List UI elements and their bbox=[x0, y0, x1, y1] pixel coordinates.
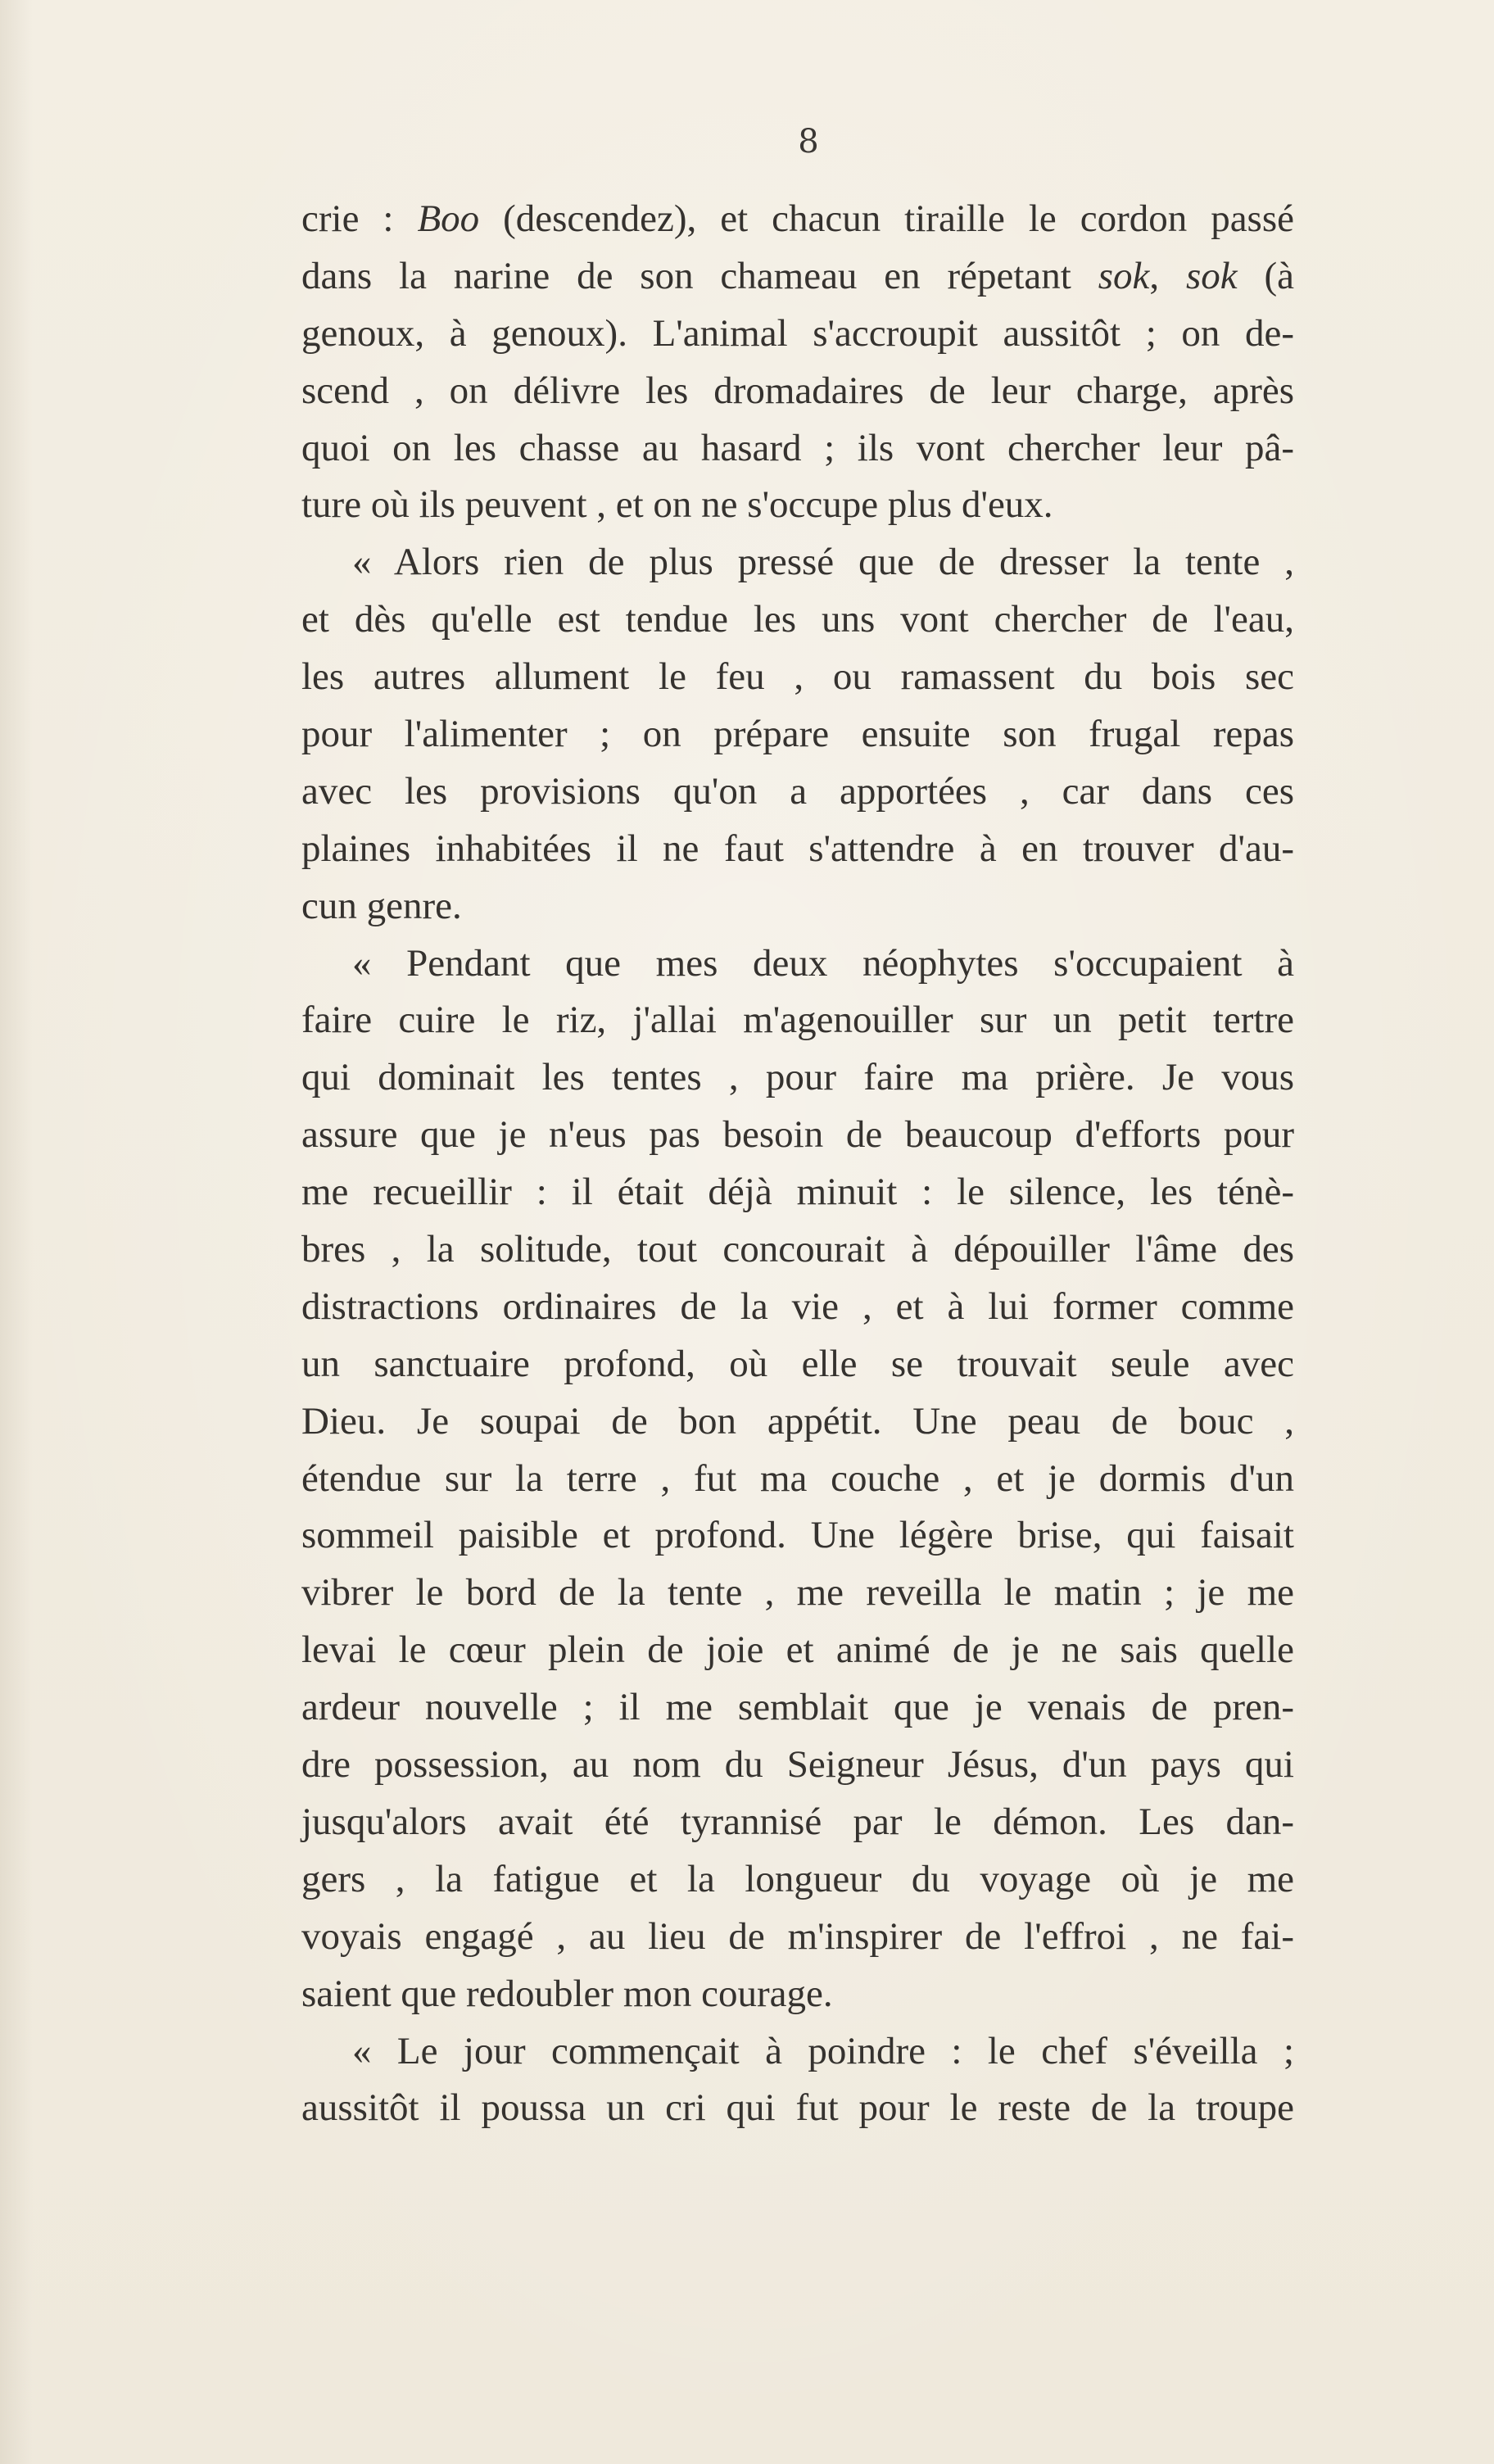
text-run: qui dominait les tentes , pour faire ma prière. Je vous bbox=[301, 1056, 1294, 1099]
text-line bbox=[301, 1279, 1294, 1336]
text-run: faire cuire le riz, j'allai m'agenouiller sur un petit tertre bbox=[301, 999, 1294, 1042]
text-run: ture où ils peuvent , et on ne s'occupe plus d'eux. bbox=[301, 483, 1053, 527]
text-run: étendue sur la terre , fut ma couche , et je dormis d'un bbox=[301, 1456, 1294, 1500]
text-run: , bbox=[1149, 254, 1186, 297]
text-line bbox=[301, 1221, 1294, 1279]
text-run: dre possession, au nom du Seigneur Jésus, d'un pays qui bbox=[301, 1743, 1294, 1787]
text-line bbox=[301, 1622, 1294, 1679]
text-line bbox=[301, 878, 1294, 935]
text-run: sommeil paisible et profond. Une légère brise, qui faisait bbox=[301, 1514, 1294, 1557]
text-run: quoi on les chasse au hasard ; ils vont chercher leur pâ- bbox=[301, 426, 1294, 469]
italic-word: Boo bbox=[417, 197, 480, 240]
text-line bbox=[301, 1679, 1294, 1737]
text-line bbox=[301, 992, 1294, 1049]
text-line bbox=[301, 706, 1294, 763]
text-run: jusqu'alors avait été tyrannisé par le démon. Les dan- bbox=[301, 1800, 1294, 1843]
text-line bbox=[301, 591, 1294, 649]
italic-word: sok bbox=[1185, 254, 1238, 297]
text-run: (à bbox=[1237, 254, 1294, 297]
text-run: avec les provisions qu'on a apportées , car dans ces bbox=[301, 769, 1294, 813]
text-line bbox=[301, 248, 1294, 306]
text-line bbox=[301, 1336, 1294, 1393]
text-line bbox=[301, 477, 1294, 534]
text-run: vibrer le bord de la tente , me reveilla le matin ; je me bbox=[301, 1571, 1294, 1615]
text-run: genoux, à genoux). L'animal s'accroupit aussitôt ; on de- bbox=[301, 311, 1294, 355]
text-line bbox=[301, 363, 1294, 420]
text-line bbox=[301, 649, 1294, 706]
text-run: assure que je n'eus pas besoin de beaucoup d'efforts pour bbox=[301, 1113, 1294, 1157]
text-run: levai le cœur plein de joie et animé de je ne sais quelle bbox=[301, 1628, 1294, 1672]
text-run: pour l'alimenter ; on prépare ensuite son frugal repas bbox=[301, 713, 1294, 756]
text-line bbox=[301, 821, 1294, 878]
text-line bbox=[301, 1451, 1294, 1508]
text-run: aussitôt il poussa un cri qui fut pour le reste de la troupe bbox=[301, 2086, 1294, 2130]
text-run: crie : bbox=[301, 197, 418, 240]
text-run: bres , la solitude, tout concourait à dépouiller l'âme des bbox=[301, 1228, 1294, 1271]
text-line bbox=[301, 1966, 1294, 2023]
text-run: cun genre. bbox=[301, 884, 462, 927]
text-run: me recueillir : il était déjà minuit : le silence, les ténè- bbox=[301, 1171, 1294, 1214]
text-line bbox=[301, 1851, 1294, 1909]
text-line bbox=[301, 1107, 1294, 1164]
text-line bbox=[301, 1565, 1294, 1622]
text-run: saient que redoubler mon courage. bbox=[301, 1972, 833, 2015]
text-run: « Le jour commençait à poindre : le chef s'éveilla ; bbox=[352, 2029, 1294, 2072]
text-run: et dès qu'elle est tendue les uns vont chercher de l'eau, bbox=[301, 598, 1294, 641]
italic-word: sok bbox=[1098, 254, 1150, 297]
text-run: (descendez), et chacun tiraille le cordon passé bbox=[479, 197, 1294, 240]
text-run: plaines inhabitées il ne faut s'attendre à en trouver d'au- bbox=[301, 827, 1294, 870]
text-line bbox=[301, 1393, 1294, 1451]
page-number: 8 bbox=[798, 123, 819, 161]
text-run: distractions ordinaires de la vie , et à lui former comme bbox=[301, 1284, 1294, 1328]
text-line bbox=[301, 191, 1294, 248]
text-line bbox=[301, 935, 1294, 993]
text-line bbox=[301, 420, 1294, 478]
text-line bbox=[301, 1737, 1294, 1794]
body-text bbox=[301, 191, 1294, 2137]
text-line bbox=[301, 2080, 1294, 2137]
text-line bbox=[301, 1794, 1294, 1851]
text-run: voyais engagé , au lieu de m'inspirer de l'effroi , ne fai- bbox=[301, 1914, 1294, 1958]
text-line bbox=[301, 534, 1294, 591]
text-run: « Alors rien de plus pressé que de dresser la tente , bbox=[352, 541, 1294, 584]
text-line bbox=[301, 2023, 1294, 2081]
text-run: « Pendant que mes deux néophytes s'occupaient à bbox=[352, 941, 1294, 985]
text-line bbox=[301, 306, 1294, 363]
text-line bbox=[301, 1164, 1294, 1221]
text-line bbox=[301, 1049, 1294, 1107]
text-line bbox=[301, 1909, 1294, 1966]
text-line bbox=[301, 763, 1294, 821]
text-run: dans la narine de son chameau en répetant bbox=[301, 254, 1098, 297]
text-run: Dieu. Je soupai de bon appétit. Une peau de bouc , bbox=[301, 1399, 1294, 1443]
text-run: les autres allument le feu , ou ramassent du bois sec bbox=[301, 655, 1294, 699]
text-line bbox=[301, 1507, 1294, 1565]
text-run: scend , on délivre les dromadaires de leur charge, après bbox=[301, 369, 1294, 412]
text-run: ardeur nouvelle ; il me semblait que je venais de pren- bbox=[301, 1686, 1294, 1729]
text-run: gers , la fatigue et la longueur du voyage où je me bbox=[301, 1857, 1294, 1900]
text-run: un sanctuaire profond, où elle se trouvait seule avec bbox=[301, 1342, 1294, 1385]
